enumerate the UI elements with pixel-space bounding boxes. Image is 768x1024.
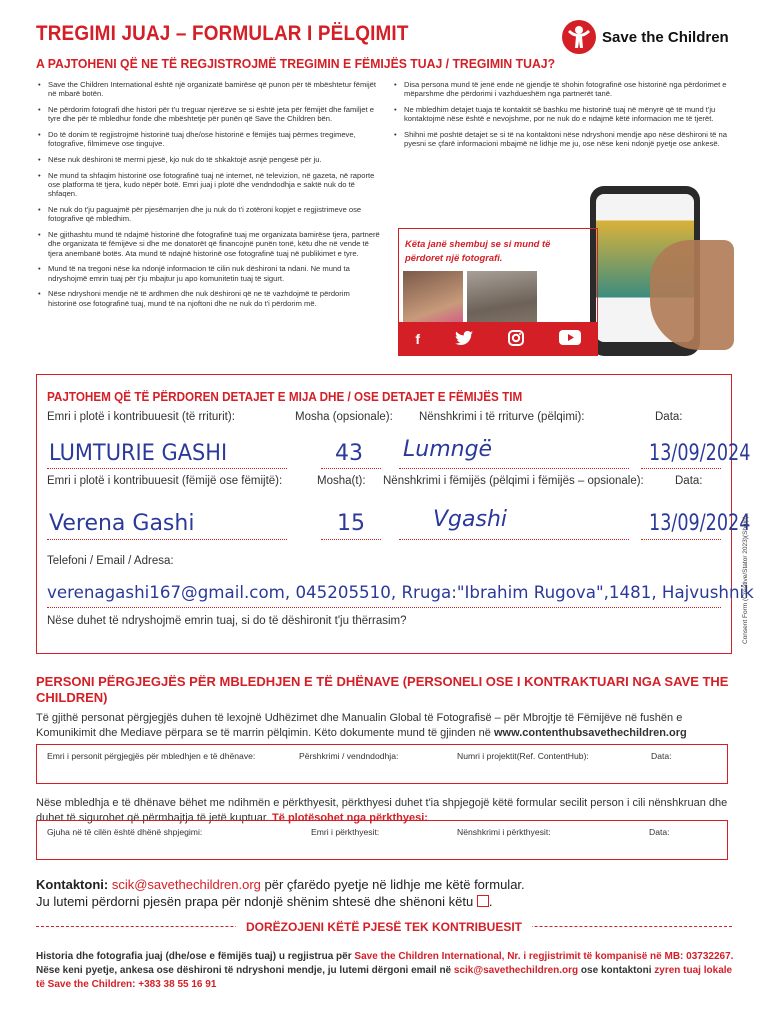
translator-name-field[interactable]: Emri i përkthyesit: [311, 827, 380, 837]
contact-details-field[interactable]: verenagashi167@gmail.com, 045205510, Rruga:"Ibrahim Rugova",1481, Hajvushnik [47, 583, 754, 603]
adult-name-label: Emri i plotë i kontribuuesit (të rriturit): [47, 411, 235, 423]
form-version-note: Consent Form (Creative/Stator 2023)(Shqip) [742, 516, 749, 644]
translator-note: Të plotësohet nga përkthyesi: [272, 812, 428, 824]
adult-age-field[interactable]: 43 [335, 441, 363, 466]
adult-age-label: Mosha (opsionale): [295, 411, 393, 423]
youtube-icon [559, 330, 581, 348]
adult-signature-label: Nënshkrimi i të rriturve (pëlqimi): [419, 411, 585, 423]
page-title: TREGIMI JUAJ – FORMULAR I PËLQIMIT [36, 22, 409, 45]
list-item: • Ne mund ta shfaqim historinë ose fotografinë tuaj në internet, në televizion, në gazeta, në raporte ose platforma të tjera, kudo nëpër botë. Emri juaj i plotë dhe vendndodhja e saktë nuk do të shfaqen. [36, 171, 380, 199]
footer-phone: +383 38 55 16 91 [135, 979, 217, 990]
translator-date-field[interactable]: Data: [649, 827, 670, 837]
rename-question-label: Nëse duhet të ndryshojmë emrin tuaj, si do të dëshironit t'ju thërrasim? [47, 615, 407, 627]
child-date-label: Data: [675, 475, 703, 487]
translator-instructions-text: Nëse mbledhja e të dhënave bëhet me ndihmën e përkthyesit, përkthyesi duhet t'ia shpjegojë këtë formular secilit person i cili nënshkruan dhe duhet të sigurohet që përmbajtja të jetë kuptuar. [36, 797, 728, 824]
collector-instructions [36, 711, 736, 741]
list-item: • Disa persona mund të jenë ende në gjendje të shohin fotografinë ose historinë nga përdorimet e mëparshme dhe përdorimi i vazhdueshëm nga partnerët tanë. [392, 80, 732, 99]
adult-date-label: Data: [655, 411, 683, 423]
list-item: • Nëse nuk dëshironi të merrni pjesë, kjo nuk do të shkaktojë asnjë pengesë për ju. [36, 155, 380, 164]
dotted-rule [321, 539, 381, 540]
contact-line [36, 876, 525, 893]
collector-date-field[interactable]: Data: [651, 751, 672, 761]
consent-info-left [36, 80, 380, 314]
logo-text: Save the Children [602, 28, 729, 46]
dotted-rule [47, 539, 287, 540]
collector-fields-box [36, 744, 728, 784]
child-date-field[interactable]: 13/09/2024 [649, 511, 751, 536]
footer-org: Save the Children International, Nr. i regjistrimit të kompanisë në MB: 03732267. [354, 951, 734, 962]
translator-fields-box [36, 820, 728, 860]
child-age-label: Mosha(t): [317, 475, 366, 487]
collector-instructions-text: Të gjithë personat përgjegjës duhen të lexojnë Udhëzimet dhe Manualin Global të Fotografisë – për Mbrojtje të Fëmijëve në fushën e Komunikimit dhe Mediave përpara se të marrin pëlqimin. Këto dokumente mund të gjinden në [36, 712, 683, 739]
footer-text [36, 950, 736, 992]
dotted-rule [641, 468, 721, 469]
list-item: • Shihni më poshtë detajet se si të na kontaktoni nëse ndryshoni mendje apo nëse dëshironi të na pyesni se çfarë informacioni mbajmë në lidhje me ju, ose nëse keni ndonjë pyetje ose ankesë. [392, 130, 732, 149]
child-name-label: Emri i plotë i kontribuuesit (fëmijë ose fëmijtë): [47, 475, 283, 487]
child-signature-field[interactable]: Vgashi [433, 507, 508, 532]
promo-caption-line: Këta janë shembuj se si mund të [405, 238, 551, 249]
additional-notes-checkbox[interactable] [477, 895, 489, 907]
collector-section-title: PERSONI PËRGJEGJËS PËR MBLEDHJEN E TË DHËNAVE (PERSONELI OSE I KONTRAKTUARI NGA SAVE THE CHILDREN) [36, 674, 729, 705]
twitter-icon [455, 331, 473, 348]
list-item: • Ne gjithashtu mund të ndajmë historinë dhe fotografinë tuaj me organizata bamirëse tjera, partnerë dhe organizata të fëmijëve si dhe me donatorët që financojnë punën tonë, këtu dhe në vende të tjera anembanë botës. Ata mund të ndajnë historinë ose fotografinë tuaj në publikimet e tyre. [36, 230, 380, 258]
logo-child-icon [562, 20, 596, 54]
footer-part: Nëse keni pyetje, ankesa ose dëshironi të ndryshoni mendje, ju lutemi dërgoni email në [36, 965, 454, 976]
cut-label-text: DORËZOJENI KËTË PJESË TEK KONTRIBUESIT [236, 920, 532, 934]
notes-instruction: Ju lutemi përdorni pjesën prapa për ndonjë shënim shtesë dhe shënoni këtu [36, 894, 474, 909]
contact-label: Kontaktoni: [36, 877, 109, 892]
cut-label [0, 918, 768, 936]
child-name-field[interactable]: Verena Gashi [49, 511, 195, 536]
dotted-rule [321, 468, 381, 469]
list-item: • Nëse ndryshoni mendje në të ardhmen dhe nuk dëshironi që ne të vazhdojmë të përdorim historinë ose fotografinë tuaj, mund të na njoftoni dhe ne nuk do t'i përdorim më. [36, 289, 380, 308]
footer-office: zyren tuaj lokale të Save the Children: [36, 965, 733, 990]
collector-location-field[interactable]: Përshkrimi / vendndodhja: [299, 751, 399, 761]
collector-project-number-field[interactable]: Numri i projektit(Ref. ContentHub): [457, 751, 589, 761]
promo-caption [405, 237, 550, 265]
consent-info-right [392, 80, 732, 155]
footer-part: ose kontaktoni [578, 965, 655, 976]
footer-part: Historia dhe fotografia juaj (dhe/ose e fëmijës tuaj) u regjistrua për [36, 951, 355, 962]
translator-language-field[interactable]: Gjuha në të cilën është dhënë shpjegimi: [47, 827, 203, 837]
social-icons-bar [398, 322, 598, 356]
list-item: • Ne nuk do t'ju paguajmë për pjesëmarrjen dhe ju nuk do t'i zotëroni kopjet e regjistrimeve ose fotografive që mbledhim. [36, 205, 380, 224]
contact-text: për çfarëdo pyetje në lidhje me këtë formular. [260, 877, 525, 892]
list-item: • Ne mbledhim detajet tuaja të kontaktit së bashku me historinë tuaj në mënyrë që të mund t'ju kontaktojmë nëse është e nevojshme, por ne nuk do e ndajmë këtë informacion me të tjerët. [392, 105, 732, 124]
list-item: • Do të donim të regjistrojmë historinë tuaj dhe/ose historinë e fëmijës tuaj përmes tregimeve, fotografive, filmimeve ose tingujve. [36, 130, 380, 149]
child-age-field[interactable]: 15 [337, 511, 365, 536]
translator-signature-field[interactable]: Nënshkrimi i përkthyesit: [457, 827, 551, 837]
adult-signature-field[interactable]: Lumngë [403, 437, 493, 462]
dotted-rule [47, 468, 287, 469]
contact-section [36, 876, 525, 910]
save-the-children-logo [562, 20, 729, 54]
hand-illustration [650, 240, 734, 350]
dotted-rule [399, 468, 629, 469]
facebook-icon: f [415, 331, 421, 347]
dotted-rule [47, 607, 721, 608]
child-signature-label: Nënshkrimi i fëmijës (pëlqimi i fëmijës – opsionale): [383, 475, 644, 487]
notes-line: Ju lutemi përdorni pjesën prapa për ndonjë shënim shtesë dhe shënoni këtu . [36, 894, 493, 909]
adult-name-field[interactable]: LUMTURIE GASHI [49, 441, 228, 466]
page-subtitle: A PAJTOHENI QË NE TË REGJISTROJMË TREGIMIN E FËMIJËS TUAJ / TREGIMIN TUAJ? [36, 56, 556, 71]
dotted-rule [641, 539, 721, 540]
list-item: • Ne përdorim fotografi dhe histori për t'u treguar njerëzve se si është jeta për fëmijët dhe familjet e tyre dhe për të mbledhur fonde dhe mbështetje për punën që Save the Children bën. [36, 105, 380, 124]
instagram-icon [508, 330, 524, 349]
contact-email-link[interactable]: scik@savethechildren.org [111, 877, 261, 892]
adult-date-field[interactable]: 13/09/2024 [649, 441, 751, 466]
promo-caption-line: përdoret një fotografi. [405, 252, 503, 263]
contact-details-label: Telefoni / Email / Adresa: [47, 555, 174, 567]
footer-email-link[interactable]: scik@savethechildren.org [453, 965, 579, 976]
list-item: • Mund të na tregoni nëse ka ndonjë informacion të cilin nuk dëshironi ta ndani. Ne mund ta ndryshojmë emrin tuaj për t'ju mbajtur ju apo komunitetin tuaj të sigurt. [36, 264, 380, 283]
contenthub-link[interactable]: www.contenthubsavethechildren.org [493, 727, 687, 739]
dotted-rule [399, 539, 629, 540]
list-item: • Save the Children International është një organizatë bamirëse që punon për të mbështetur fëmijët në mbarë botën. [36, 80, 380, 99]
agreement-heading: PAJTOHEM QË TË PËRDOREN DETAJET E MIJA DHE / OSE DETAJET E FËMIJËS TIM [47, 389, 523, 404]
collector-name-field[interactable]: Emri i personit përgjegjës për mbledhjen e të dhënave: [47, 751, 256, 761]
